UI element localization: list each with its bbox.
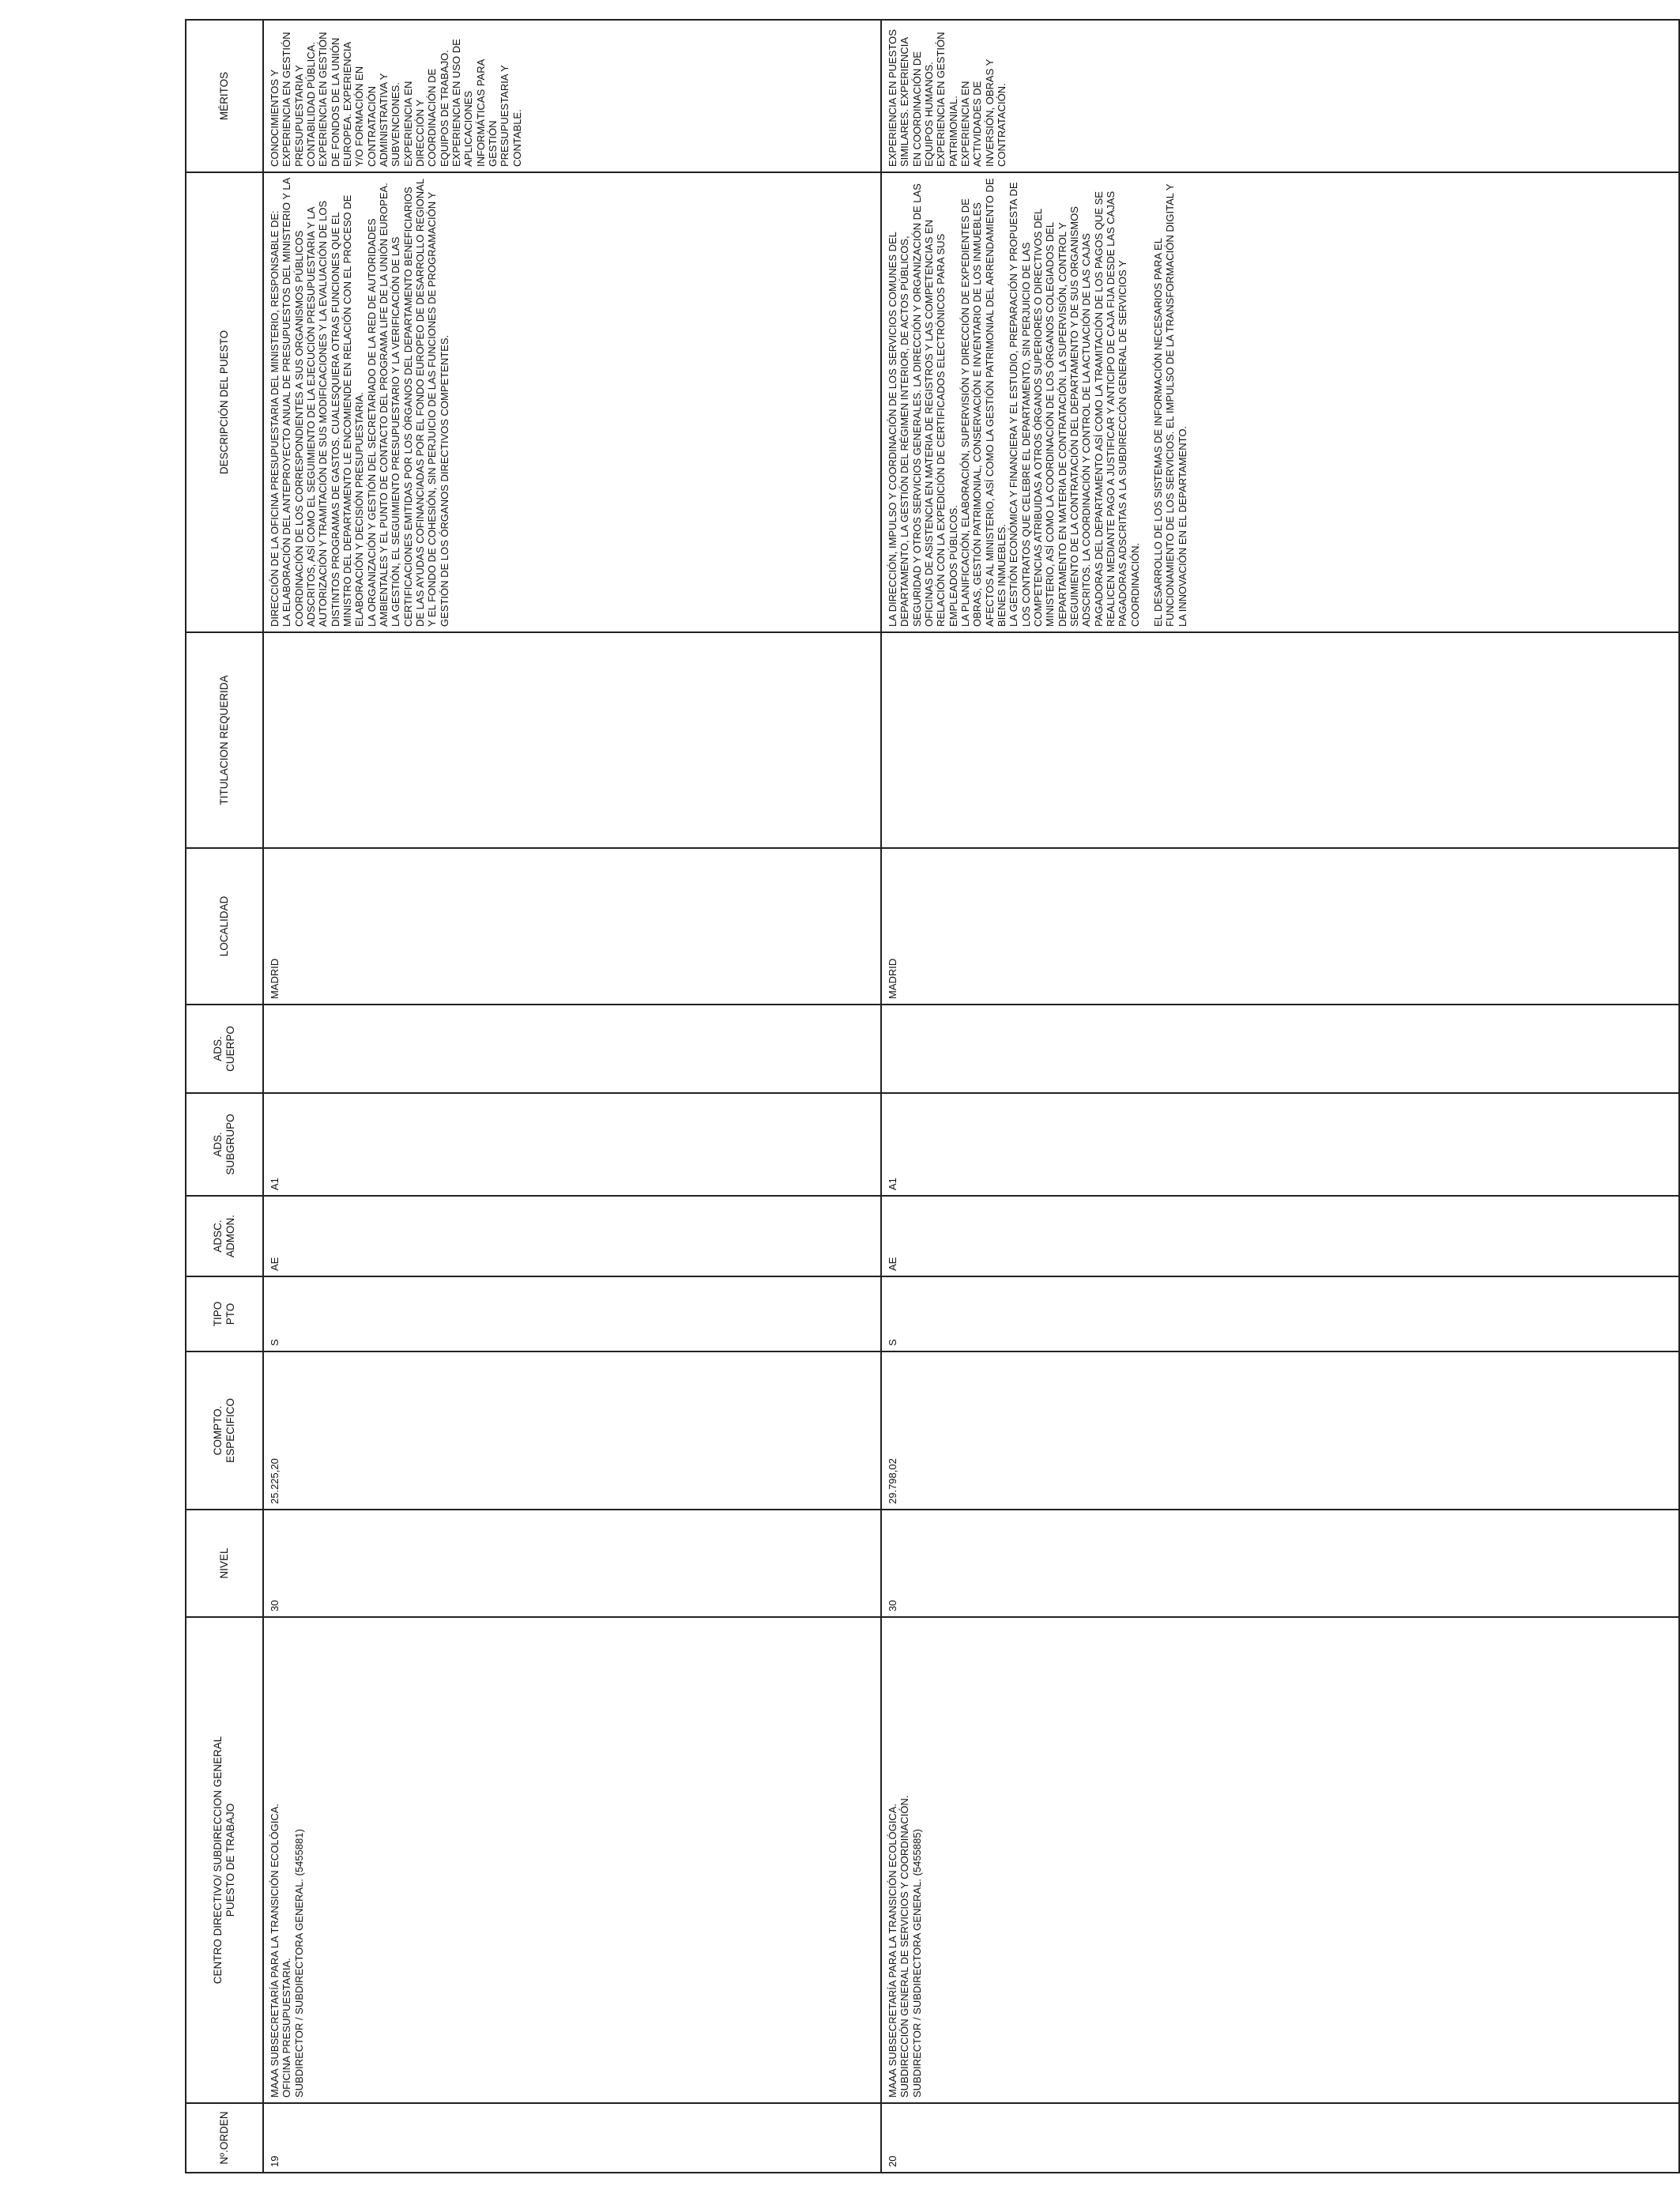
header-compto-line2: ESPECIFICO	[224, 1398, 236, 1463]
header-tipo	[186, 1276, 263, 1351]
titulacion-cell	[881, 632, 1679, 848]
job-positions-table	[185, 19, 1680, 2173]
descripcion-paragraph: LA PLANIFICACIÓN, ELABORACIÓN, SUPERVISIÓN Y DIRECCIÓN DE EXPEDIENTES DE OBRAS, GESTIÓN PATRIMONIAL, CONSERVACIÓN E INVENTARIO DE LOS INMUEBLES AFECTOS AL MINISTERIO, ASÍ COMO LA GESTIÓN PATRIMONIAL DEL ARRENDAMIENTO DE BIENES INMUEBLES.	[959, 178, 1008, 627]
descripcion-cell	[881, 172, 1679, 632]
tipo-cell: S	[881, 1276, 1679, 1351]
adsc-cell: AE	[881, 1196, 1679, 1276]
header-tipo-line1: TIPO	[212, 1301, 224, 1327]
compto-cell: 25.225,20	[263, 1351, 881, 1510]
header-nivel: NIVEL	[186, 1510, 263, 1617]
descripcion-paragraph: EL DESARROLLO DE LOS SISTEMAS DE INFORMACIÓN NECESARIOS PARA EL FUNCIONAMIENTO DE LOS SERVICIOS. EL IMPULSO DE LA TRANSFORMACIÓN DIGITAL Y LA INNOVACIÓN EN EL DEPARTAMENTO.	[1151, 183, 1188, 627]
centro-cell	[881, 1617, 1679, 2103]
centro-line: MAAA SUBSECRETARÍA PARA LA TRANSICIÓN ECOLÓGICA.	[269, 1803, 281, 2098]
header-subgrupo-line1: ADS.	[212, 1132, 224, 1157]
table-row	[263, 20, 881, 2173]
header-subgrupo-line2: SUBGRUPO	[224, 1114, 236, 1175]
localidad-cell: MADRID	[881, 848, 1679, 1005]
header-cuerpo-line2: CUERPO	[224, 1026, 236, 1072]
header-cuerpo-line1: ADS.	[212, 1036, 224, 1061]
header-meritos: MÉRITOS	[186, 20, 263, 172]
centro-line: OFICINA PRESUPUESTARIA.	[281, 1958, 293, 2098]
descripcion-paragraph: LA DIRECCIÓN, IMPULSO Y COORDINACIÓN DE LOS SERVICIOS COMUNES DEL DEPARTAMENTO, LA GESTIÓN DEL RÉGIMEN INTERIOR, DE ACTOS PÚBLICOS, SEGURIDAD Y OTROS SERVICIOS GENERALES. LA DIRECCIÓN Y ORGANIZACIÓN DE LAS OFICINAS DE ASISTENCIA EN MATERIA DE REGISTROS Y LAS COMPETENCIAS EN RELACIÓN CON LA EXPEDICIÓN DE CERTIFICADOS ELECTRÓNICOS PARA SUS EMPLEADOS PÚBLICOS.	[887, 183, 959, 627]
descripcion-paragraph: DIRECCIÓN DE LA OFICINA PRESUPUESTARIA DEL MINISTERIO, RESPONSABLE DE:	[269, 210, 281, 627]
paragraph-gap	[1141, 178, 1152, 627]
meritos-cell: EXPERIENCIA EN PUESTOS SIMILARES. EXPERIENCIA EN COORDINACIÓN DE EQUIPOS HUMANOS. EXPERIENCIA EN GESTIÓN PATRIMONIAL. EXPERIENCIA EN ACTIVIDADES DE INVERSIÓN, OBRAS Y CONTRATACIÓN.	[881, 20, 1679, 172]
header-compto-line1: COMPTO.	[212, 1405, 224, 1456]
header-tipo-line2: PTO	[224, 1302, 236, 1325]
descripcion-cell	[263, 172, 881, 632]
compto-cell: 29.798,02	[881, 1351, 1679, 1510]
localidad-cell: MADRID	[263, 848, 881, 1005]
header-cuerpo	[186, 1005, 263, 1093]
cuerpo-cell	[263, 1005, 881, 1093]
table-row	[881, 20, 1679, 2173]
header-subgrupo	[186, 1093, 263, 1196]
adsc-cell: AE	[263, 1196, 881, 1276]
cuerpo-cell	[881, 1005, 1679, 1093]
orden-cell: 20	[881, 2103, 1679, 2173]
header-orden: Nº.ORDEN	[186, 2103, 263, 2173]
descripcion-paragraph: LA ORGANIZACIÓN Y GESTIÓN DEL SECRETARIADO DE LA RED DE AUTORIDADES AMBIENTALES Y EL PUNTO DE CONTACTO DEL PROGRAMA LIFE DE LA UNIÓN EUROPEA.	[365, 183, 390, 627]
subgrupo-cell: A1	[881, 1093, 1679, 1196]
tipo-cell: S	[263, 1276, 881, 1351]
header-centro-line2: PUESTO DE TRABAJO	[224, 1803, 236, 1917]
orden-cell: 19	[263, 2103, 881, 2173]
nivel-cell: 30	[881, 1510, 1679, 1617]
centro-line: SUBDIRECTOR / SUBDIRECTORA GENERAL. (5455885)	[910, 1829, 923, 2098]
header-descripcion: DESCRIPCIÓN DEL PUESTO	[186, 172, 263, 632]
meritos-cell: CONOCIMIENTOS Y EXPERIENCIA EN GESTIÓN PRESUPUESTARIA Y CONTABILIDAD PÚBLICA. EXPERIENCIA EN GESTIÓN DE FONDOS DE LA UNIÓN EUROPEA. EXPERIENCIA Y/O FORMACIÓN EN CONTRATACIÓN ADMINISTRATIVA Y SUBVENCIONES. EXPERIENCIA EN DIRECCIÓN Y COORDINACIÓN DE EQUIPOS DE TRABAJO. EXPERIENCIA EN USO DE APLICACIONES INFORMÁTICAS PARA GESTIÓN PRESUPUESTARIA Y CONTABLE.	[263, 20, 881, 172]
subgrupo-cell: A1	[263, 1093, 881, 1196]
centro-cell	[263, 1617, 881, 2103]
header-titulacion: TITULACION REQUERIDA	[186, 632, 263, 848]
header-adsc	[186, 1196, 263, 1276]
header-centro	[186, 1617, 263, 2103]
header-row	[186, 20, 263, 2173]
descripcion-paragraph: LA GESTIÓN ECONÓMICA Y FINANCIERA Y EL ESTUDIO, PREPARACIÓN Y PROPUESTA DE LOS CONTRATOS QUE CELEBRE EL DEPARTAMENTO, SIN PERJUICIO DE LAS COMPETENCIAS ATRIBUIDAS A OTROS ÓRGANOS SUPERIORES O DIRECTIVOS DEL MINISTERIO, ASÍ COMO LA COORDINACIÓN DE LOS ÓRGANOS COLEGIADOS DEL DEPARTAMENTO EN MATERIA DE CONTRATACIÓN. LA SUPERVISIÓN, CONTROL Y SEGUIMIENTO DE LA CONTRATACIÓN DEL DEPARTAMENTO Y DE SUS ORGANISMOS ADSCRITOS. LA COORDINACIÓN Y CONTROL DE LA ACTUACIÓN DE LAS CAJAS PAGADORAS DEL DEPARTAMENTO ASÍ COMO LA TRAMITACIÓN DE LOS PAGOS QUE SE REALICEN MEDIANTE PAGO A JUSTIFICAR Y ANTICIPO DE CAJA FIJA DESDE LAS CAJAS PAGADORAS ADSCRITAS A LA SUBDIRECCIÓN GENERAL DE SERVICIOS Y COORDINACIÓN.	[1008, 182, 1141, 627]
header-adsc-line1: ADSC.	[212, 1220, 224, 1253]
descripcion-paragraph: LA GESTIÓN, EL SEGUIMIENTO PRESUPUESTARIO Y LA VERIFICACIÓN DE LAS CERTIFICACIONES EMITIDAS POR LOS ÓRGANOS DEL DEPARTAMENTO BENEFICIARIOS DE LAS AYUDAS COFINANCIADAS POR EL FONDO EUROPEO DE DESARROLLO REGIONAL Y EL FONDO DE COHESIÓN, SIN PERJUICIO DE LAS FUNCIONES DE PROGRAMACIÓN Y GESTIÓN DE LOS ÓRGANOS DIRECTIVOS COMPETENTES.	[390, 179, 450, 627]
header-compto	[186, 1351, 263, 1510]
header-localidad: LOCALIDAD	[186, 848, 263, 1005]
header-adsc-line2: ADMON.	[224, 1215, 236, 1257]
header-centro-line1: CENTRO DIRECTIVO/ SUBDIRECCION GENERAL	[212, 1736, 224, 1985]
centro-line: SUBDIRECTOR / SUBDIRECTORA GENERAL. (5455881)	[292, 1829, 305, 2098]
centro-line: MAAA SUBSECRETARÍA PARA LA TRANSICIÓN ECOLÓGICA.	[887, 1803, 898, 2098]
centro-line: SUBDIRECCIÓN GENERAL DE SERVICIOS Y COORDINACIÓN.	[898, 1795, 911, 2098]
titulacion-cell	[263, 632, 881, 848]
nivel-cell: 30	[263, 1510, 881, 1617]
descripcion-paragraph: LA ELABORACIÓN DEL ANTEPROYECTO ANUAL DE PRESUPUESTOS DEL MINISTERIO Y LA COORDINACIÓN DE LOS CORRESPONDIENTES A SUS ORGANISMOS PÚBLICOS ADSCRITOS, ASÍ COMO EL SEGUIMIENTO DE LA EJECUCIÓN PRESUPUESTARIA Y LA AUTORIZACIÓN Y TRAMITACIÓN DE SUS MODIFICACIONES Y LA EVALUACIÓN DE LOS DISTINTOS PROGRAMAS DE GASTOS. CUALESQUIERA OTRAS FUNCIONES QUE EL MINISTRO DEL DEPARTAMENTO LE ENCOMIENDE EN RELACIÓN CON EL PROCESO DE ELABORACIÓN Y DECISIÓN PRESUPUESTARIA.	[281, 178, 366, 627]
